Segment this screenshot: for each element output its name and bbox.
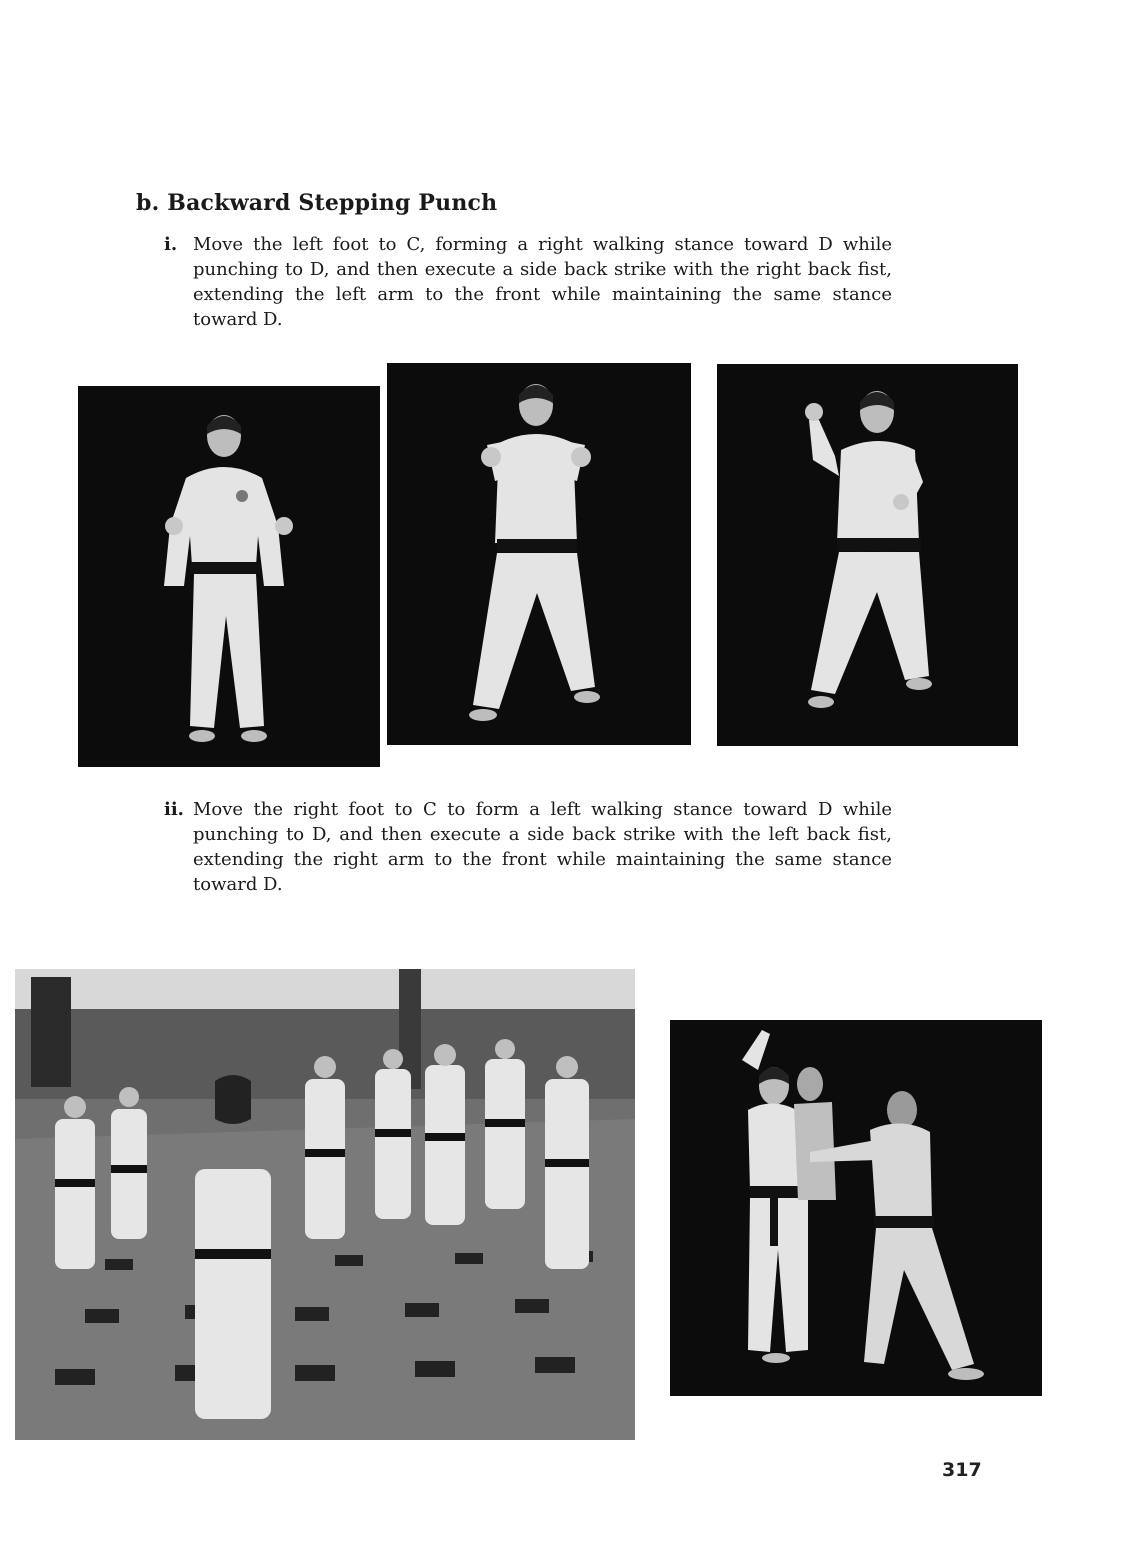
step-i: [164, 232, 892, 332]
step-ii: [164, 797, 892, 897]
step-numeral: ii.: [164, 799, 184, 820]
pair-illustration: [670, 1020, 1042, 1396]
group-illustration: [15, 969, 635, 1440]
figure-illustration: [717, 364, 1018, 746]
photo-back-fist-strike: [717, 364, 1018, 746]
figure-illustration: [387, 363, 691, 745]
photo-group-class: [15, 969, 635, 1440]
step-text: Move the left foot to C, forming a right walking stance toward D while punching to D, and then execute a side back strike with the right back fist, extending the left arm to the front while maintaining the same stance toward D.: [193, 234, 892, 330]
section-heading: b. Backward Stepping Punch: [136, 190, 498, 216]
photo-sparring-pair: [670, 1020, 1042, 1396]
step-text: Move the right foot to C to form a left walking stance toward D while punching to D, and then execute a side back strike with the left back fist, extending the right arm to the front while maintaining the same stance toward D.: [193, 799, 892, 895]
step-numeral: i.: [164, 234, 178, 255]
page-number: 317: [942, 1459, 982, 1481]
photo-double-punch: [387, 363, 691, 745]
figure-illustration: [78, 386, 380, 767]
photo-ready-stance: [78, 386, 380, 767]
